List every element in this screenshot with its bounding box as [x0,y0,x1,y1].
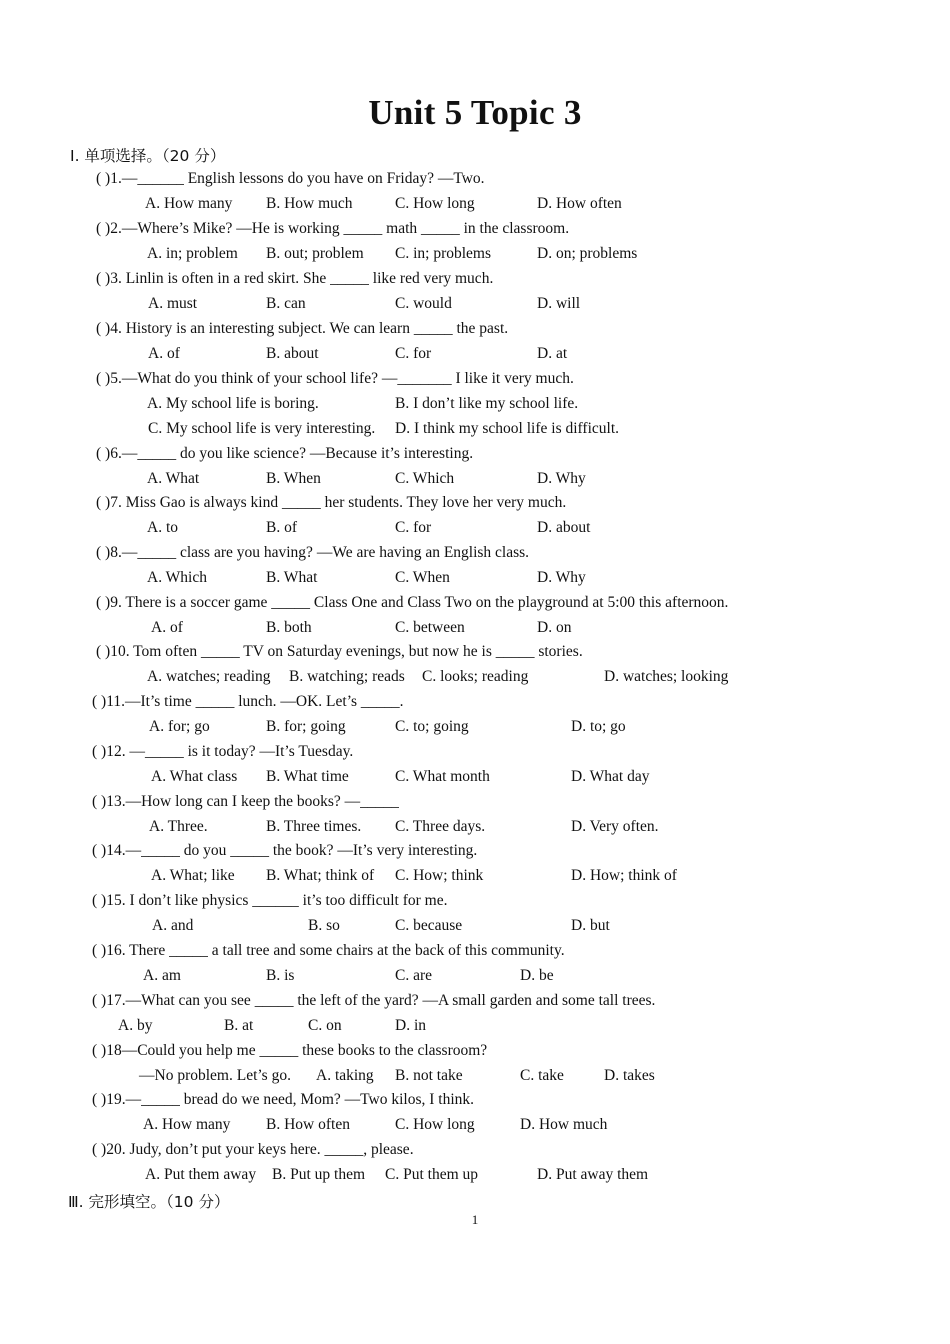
option-8c: C. When [395,569,450,586]
option-4b: B. about [266,345,319,362]
option-3d: D. will [537,295,581,312]
option-13a: A. Three. [149,818,208,835]
option-6a: A. What [147,470,200,487]
question-20: ( )20. Judy, don’t put your keys here. _____, please. [92,1141,414,1158]
option-20c: C. Put them up [385,1166,479,1183]
option-19a: A. How many [143,1116,231,1133]
option-14b: B. What; think of [266,867,375,884]
option-12d: D. What day [571,768,650,785]
option-8d: D. Why [537,569,586,586]
question-10: ( )10. Tom often _____ TV on Saturday evenings, but now he is _____ stories. [96,643,583,660]
option-19c: C. How long [395,1116,475,1133]
question-6: ( )6.—_____ do you like science? —Because it’s interesting. [96,445,474,462]
option-9c: C. between [395,619,465,636]
option-4a: A. of [148,345,180,362]
option-3b: B. can [266,295,306,312]
option-1d: D. How often [537,195,622,212]
option-9d: D. on [537,619,572,636]
question-4: ( )4. History is an interesting subject. We can learn _____ the past. [96,320,509,337]
option-2b: B. out; problem [266,245,364,262]
option-1a: A. How many [145,195,233,212]
option-13d: D. Very often. [571,818,659,835]
option-16b: B. is [266,967,295,984]
option-11b: B. for; going [266,718,346,735]
question-8: ( )8.—_____ class are you having? —We are having an English class. [96,544,530,561]
question-7: ( )7. Miss Gao is always kind _____ her students. They love her very much. [96,494,567,511]
option-4c: C. for [395,345,432,362]
option-13c: C. Three days. [395,818,486,835]
question-2: ( )2.—Where’s Mike? —He is working _____ math _____ in the classroom. [96,220,570,237]
question-13: ( )13.—How long can I keep the books? —_____ [92,793,399,810]
option-18a: A. taking [316,1067,374,1084]
option-18c: C. take [520,1067,564,1084]
option-19b: B. How often [266,1116,350,1133]
option-15b: B. so [308,917,340,934]
option-5a: A. My school life is boring. [147,395,319,412]
question-11: ( )11.—It’s time _____ lunch. —OK. Let’s _____. [92,693,404,710]
option-15d: D. but [571,917,610,934]
option-1c: C. How long [395,195,475,212]
option-8b: B. What [266,569,318,586]
question-3: ( )3. Linlin is often in a red skirt. She _____ like red very much. [96,270,494,287]
option-16a: A. am [143,967,181,984]
option-3c: C. would [395,295,452,312]
option-10c: C. looks; reading [422,668,529,685]
option-5c: C. My school life is very interesting. [148,420,376,437]
question-9: ( )9. There is a soccer game _____ Class One and Class Two on the playground at 5:00 this afternoon. [96,594,729,611]
option-15c: C. because [395,917,463,934]
option-2a: A. in; problem [147,245,238,262]
option-12a: A. What class [151,768,238,785]
option-19d: D. How much [520,1116,608,1133]
option-6c: C. Which [395,470,455,487]
option-12b: B. What time [266,768,349,785]
option-20b: B. Put up them [272,1166,366,1183]
option-14a: A. What; like [151,867,235,884]
option-16d: D. be [520,967,554,984]
option-14d: D. How; think of [571,867,677,884]
option-11d: D. to; go [571,718,626,735]
option-18d: D. takes [604,1067,655,1084]
option-20a: A. Put them away [145,1166,257,1183]
option-14c: C. How; think [395,867,484,884]
option-16c: C. are [395,967,433,984]
option-2c: C. in; problems [395,245,492,262]
option-7a: A. to [147,519,178,536]
option-17a: A. by [118,1017,153,1034]
option-5d: D. I think my school life is difficult. [395,420,620,437]
option-20d: D. Put away them [537,1166,649,1183]
option-17b: B. at [224,1017,254,1034]
question-18-reply: —No problem. Let’s go. [139,1067,291,1084]
page-number: 1 [471,1212,479,1227]
option-6b: B. When [266,470,321,487]
option-10d: D. watches; looking [604,668,729,685]
question-12: ( )12. —_____ is it today? —It’s Tuesday. [92,743,354,760]
option-6d: D. Why [537,470,586,487]
option-9b: B. both [266,619,312,636]
option-17d: D. in [395,1017,426,1034]
question-14: ( )14.—_____ do you _____ the book? —It’s very interesting. [92,842,478,859]
option-7c: C. for [395,519,432,536]
option-3a: A. must [148,295,198,312]
page-title: Unit 5 Topic 3 [368,93,582,132]
option-9a: A. of [151,619,183,636]
option-11a: A. for; go [149,718,210,735]
question-19: ( )19.—_____ bread do we need, Mom? —Two kilos, I think. [92,1091,475,1108]
section-heading-3: Ⅲ. 完形填空。（10 分） [68,1193,230,1211]
option-10b: B. watching; reads [289,668,405,685]
option-13b: B. Three times. [266,818,362,835]
option-12c: C. What month [395,768,490,785]
option-7b: B. of [266,519,297,536]
option-18b: B. not take [395,1067,463,1084]
option-15a: A. and [152,917,194,934]
option-5b: B. I don’t like my school life. [395,395,579,412]
option-2d: D. on; problems [537,245,638,262]
question-1: ( )1.—______ English lessons do you have on Friday? —Two. [96,170,485,187]
option-1b: B. How much [266,195,353,212]
option-17c: C. on [308,1017,342,1034]
option-8a: A. Which [147,569,207,586]
option-11c: C. to; going [395,718,469,735]
question-18: ( )18—Could you help me _____ these books to the classroom? [92,1042,488,1059]
section-heading-1: Ⅰ. 单项选择。（20 分） [70,147,226,165]
question-17: ( )17.—What can you see _____ the left of the yard? —A small garden and some tall trees. [92,992,656,1009]
option-7d: D. about [537,519,591,536]
option-10a: A. watches; reading [147,668,271,685]
option-4d: D. at [537,345,568,362]
question-5: ( )5.—What do you think of your school life? —_______ I like it very much. [96,370,574,387]
question-16: ( )16. There _____ a tall tree and some chairs at the back of this community. [92,942,565,959]
question-15: ( )15. I don’t like physics ______ it’s too difficult for me. [92,892,448,909]
